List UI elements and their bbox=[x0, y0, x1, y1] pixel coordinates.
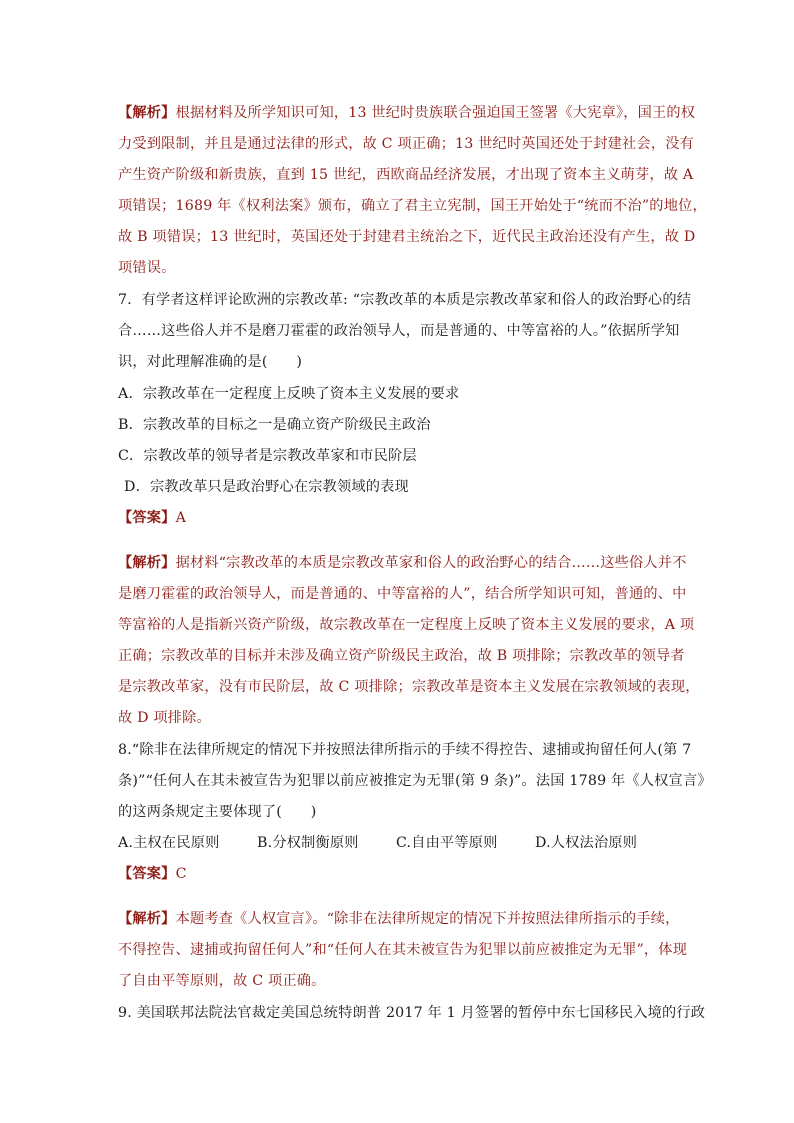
analysis-line: 项错误；1689 年《权利法案》颁布，确立了君主立宪制，国王开始处于“统而不治”的地位， bbox=[118, 198, 707, 214]
answer-tag: 【答案】 bbox=[118, 510, 176, 526]
analysis-line bbox=[118, 553, 687, 573]
question-7-option-a: A．宗教改革在一定程度上反映了资本主义发展的要求 bbox=[118, 386, 460, 402]
analysis-text: 根据材料及所学知识可知，13 世纪时贵族联合强迫国王签署《大宪章》，国王的权 bbox=[175, 105, 696, 121]
question-8-option-b: B.分权制衡原则 bbox=[257, 835, 359, 851]
analysis-line: 等富裕的人是指新兴资产阶级，故宗教改革在一定程度上反映了资本主义发展的要求，A 项 bbox=[118, 617, 695, 633]
question-7-option-d: D．宗教改革只是政治野心在宗教领域的表现 bbox=[124, 479, 409, 495]
analysis-line: 了自由平等原则，故 C 项正确。 bbox=[118, 973, 326, 989]
answer-value: A bbox=[175, 510, 187, 526]
question-8-stem: 条)”“任何人在其未被宣告为犯罪以前应被推定为无罪(第 9 条)”。法国 1789 年《人权宣言》 bbox=[118, 773, 712, 789]
analysis-line: 正确；宗教改革的目标并未涉及确立资产阶级民主政治，故 B 项排除；宗教改革的领导者 bbox=[118, 648, 685, 664]
analysis-text: 据材料“宗教改革的本质是宗教改革家和俗人的政治野心的结合……这些俗人并不 bbox=[175, 555, 687, 571]
analysis-line: 产生资产阶级和新贵族，直到 15 世纪，西欧商品经济发展，才出现了资本主义萌芽，故 A bbox=[118, 167, 694, 183]
question-7-stem: 7．有学者这样评论欧洲的宗教改革: “宗教改革的本质是宗教改革家和俗人的政治野心的结 bbox=[118, 292, 692, 308]
question-9-stem: 9. 美国联邦法院法官裁定美国总统特朗普 2017 年 1 月签署的暂停中东七国移民入境的行政 bbox=[118, 1005, 706, 1021]
analysis-text: 本题考查《人权宣言》。“除非在法律所规定的情况下并按照法律所指示的手续， bbox=[175, 911, 680, 927]
question-8-stem: 8.“除非在法律所规定的情况下并按照法律所指示的手续不得控告、逮捕或拘留任何人(第 7 bbox=[118, 742, 692, 758]
answer-line bbox=[118, 864, 680, 884]
question-7-stem: 识，对此理解准确的是( ) bbox=[118, 354, 303, 370]
question-8-option-c: C.自由平等原则 bbox=[396, 835, 498, 851]
question-7-stem: 合……这些俗人并不是磨刀霍霍的政治领导人，而是普通的、中等富裕的人。”依据所学知 bbox=[118, 323, 680, 339]
analysis-tag: 【解析】 bbox=[118, 105, 176, 121]
analysis-line: 故 B 项错误；13 世纪时，英国还处于封建君主统治之下，近代民主政治还没有产生，故 D bbox=[118, 229, 696, 245]
analysis-line: 是宗教改革家，没有市民阶层，故 C 项排除；宗教改革是资本主义发展在宗教领域的表现， bbox=[118, 679, 700, 695]
question-8-option-d: D.人权法治原则 bbox=[535, 835, 638, 851]
analysis-line: 力受到限制，并且是通过法律的形式，故 C 项正确；13 世纪时英国还处于封建社会，没有 bbox=[118, 136, 694, 152]
analysis-line bbox=[118, 909, 680, 929]
question-7-option-b: B．宗教改革的目标之一是确立资产阶级民主政治 bbox=[118, 417, 431, 433]
analysis-line: 不得控告、逮捕或拘留任何人”和“任何人在其未被宣告为犯罪以前应被推定为无罪”，体现 bbox=[118, 942, 688, 958]
answer-value: C bbox=[175, 866, 187, 882]
question-7-option-c: C．宗教改革的领导者是宗教改革家和市民阶层 bbox=[118, 448, 417, 464]
question-8-option-a: A.主权在民原则 bbox=[118, 835, 220, 851]
question-8-stem: 的这两条规定主要体现了( ) bbox=[118, 804, 317, 820]
analysis-tag: 【解析】 bbox=[118, 911, 176, 927]
analysis-line: 是磨刀霍霍的政治领导人，而是普通的、中等富裕的人”，结合所学知识可知，普通的、中 bbox=[118, 586, 687, 602]
analysis-line: 故 D 项排除。 bbox=[118, 710, 211, 726]
answer-line bbox=[118, 508, 680, 528]
analysis-tag: 【解析】 bbox=[118, 555, 176, 571]
analysis-line bbox=[118, 103, 696, 123]
answer-tag: 【答案】 bbox=[118, 866, 176, 882]
question-8-options bbox=[118, 833, 680, 853]
analysis-line: 项错误。 bbox=[118, 260, 176, 276]
